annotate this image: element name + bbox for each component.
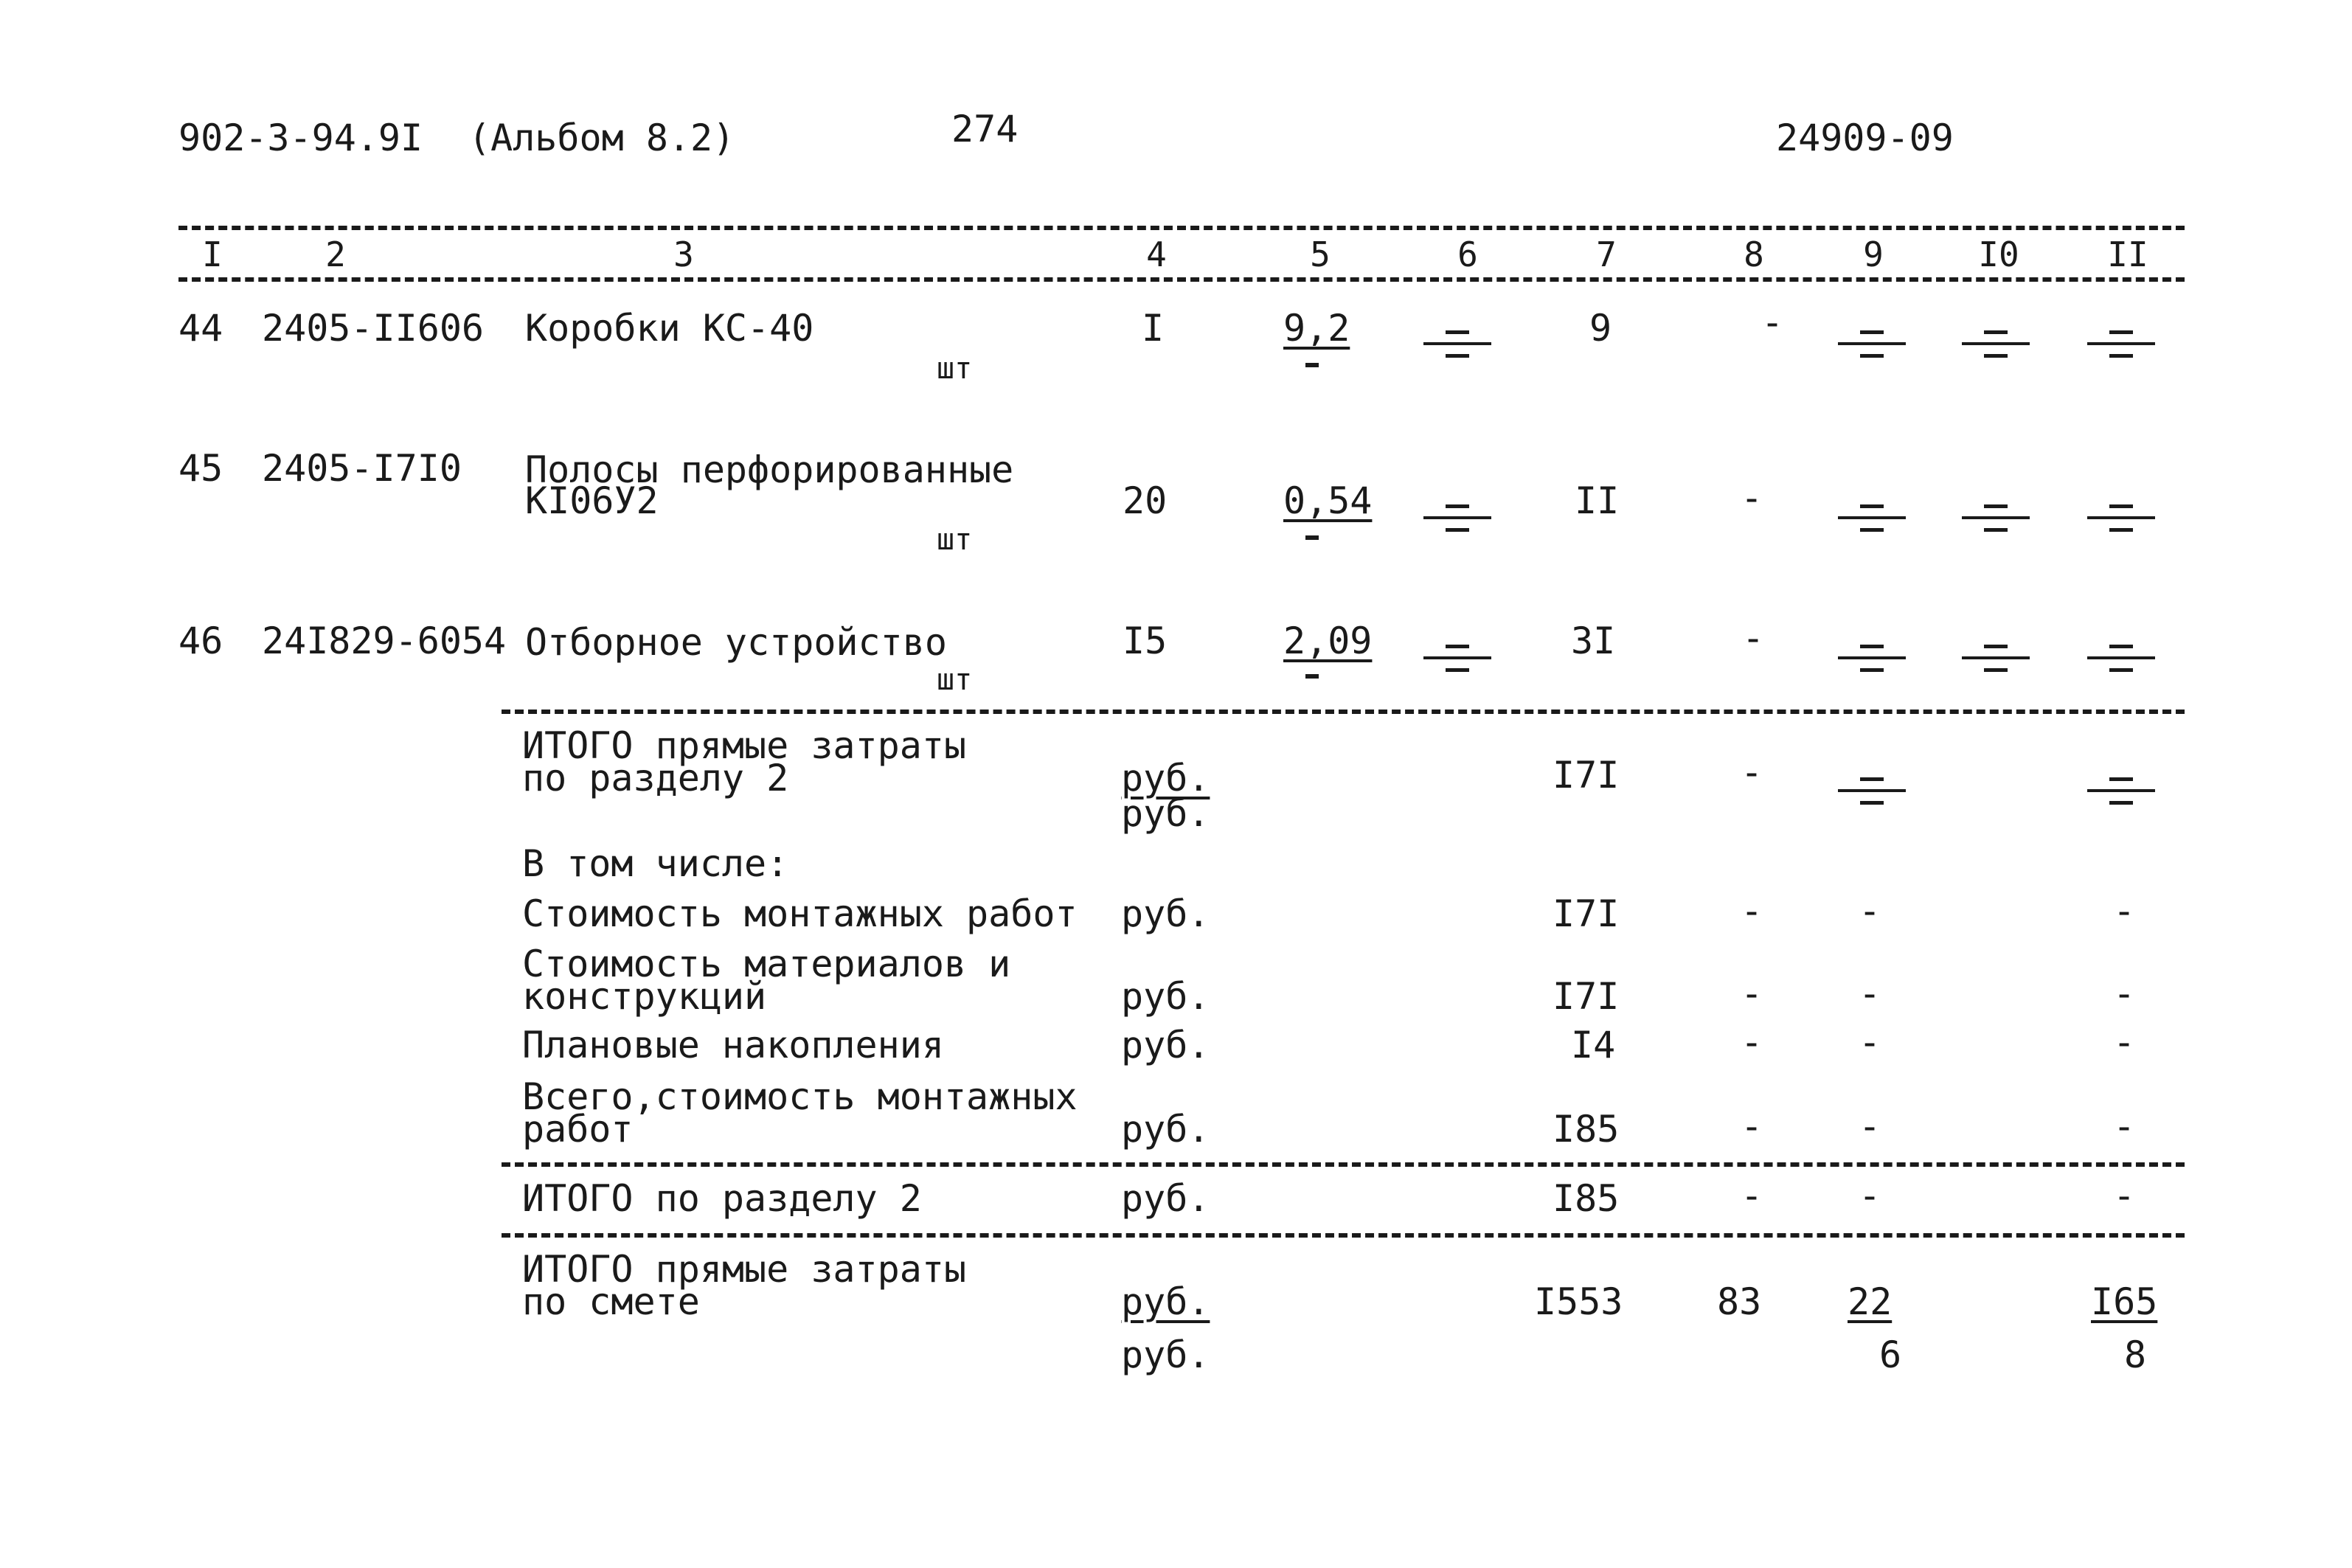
item-col11: - <box>2113 889 2136 932</box>
summary-label-line-2: по разделу 2 <box>522 757 789 799</box>
fraction-dash-9 <box>1838 639 1906 680</box>
section-rule <box>502 710 2185 714</box>
row-price: 2,09 <box>1283 620 1373 662</box>
col-header-6: 6 <box>1457 235 1478 274</box>
item-col11: - <box>2113 972 2136 1015</box>
item-total: I7I <box>1553 975 1620 1018</box>
section-total-value: I85 <box>1553 1177 1620 1220</box>
fraction-dash-10 <box>1962 499 2030 540</box>
price-denominator-dash <box>1305 674 1319 679</box>
estimate-col8: 83 <box>1717 1280 1762 1323</box>
item-col8: - <box>1741 1021 1763 1064</box>
row-total: 9 <box>1589 307 1612 350</box>
row-name: Отборное устройство <box>525 621 947 664</box>
item-label-line-2: работ <box>522 1108 634 1151</box>
item-total: I85 <box>1553 1108 1620 1151</box>
item-col9: - <box>1859 1105 1881 1148</box>
item-col9: - <box>1859 972 1881 1015</box>
item-col9: - <box>1859 889 1881 932</box>
row-code: 2405-I7I0 <box>262 447 462 490</box>
col-header-11: II <box>2107 235 2148 274</box>
row-unit: шт <box>937 352 973 386</box>
row-qty: I <box>1142 307 1165 350</box>
row-qty: I5 <box>1123 620 1168 662</box>
row-number: 46 <box>178 620 223 662</box>
row-price: 9,2 <box>1283 307 1350 350</box>
summary-total: I7I <box>1553 754 1620 797</box>
fraction-dash-11 <box>2087 771 2155 813</box>
estimate-total: I553 <box>1534 1280 1623 1323</box>
row-number: 45 <box>178 447 223 490</box>
header-rule-bottom <box>178 277 2185 282</box>
row-col8: - <box>1742 617 1765 659</box>
including-label: В том числе: <box>522 842 789 885</box>
item-col8: - <box>1741 889 1763 932</box>
estimate-unit-bottom: руб. <box>1121 1333 1210 1376</box>
estimate-unit-top: руб. <box>1121 1280 1210 1323</box>
item-total: I7I <box>1553 892 1620 935</box>
row-total: 3I <box>1571 620 1616 662</box>
item-col9: - <box>1859 1021 1881 1064</box>
row-number: 44 <box>178 307 223 350</box>
row-name: Коробки КС-40 <box>525 307 814 350</box>
document-code: 902-3-94.9I <box>178 117 423 159</box>
item-col8: - <box>1741 1105 1763 1148</box>
section-total-rule-top <box>502 1162 2185 1167</box>
row-code: 2405-II606 <box>262 307 485 350</box>
estimate-col11-top: I65 <box>2091 1280 2158 1323</box>
fraction-dash-6 <box>1423 499 1491 540</box>
col-header-3: 3 <box>673 235 694 274</box>
item-unit: руб. <box>1121 1024 1210 1066</box>
fraction-dash-10 <box>1962 325 2030 366</box>
col-header-1: I <box>202 235 223 274</box>
col-header-4: 4 <box>1146 235 1167 274</box>
document-number: 24909-09 <box>1776 117 1954 159</box>
estimate-label-line-1: ИТОГО прямые затраты <box>522 1248 967 1291</box>
price-denominator-dash <box>1305 363 1319 367</box>
fraction-dash-11 <box>2087 325 2155 366</box>
col-header-9: 9 <box>1863 235 1884 274</box>
item-label: Стоимость монтажных работ <box>522 892 1078 935</box>
fraction-dash-9 <box>1838 325 1906 366</box>
row-name-line-1: Полосы перфорированные <box>525 448 1014 491</box>
summary-unit-top: руб. <box>1121 757 1210 799</box>
estimate-col11-bottom: 8 <box>2124 1333 2147 1376</box>
estimate-col9-bottom: 6 <box>1879 1333 1902 1376</box>
fraction-dash-11 <box>2087 639 2155 680</box>
section-total-col11: - <box>2113 1174 2136 1217</box>
fraction-dash-6 <box>1423 639 1491 680</box>
item-unit: руб. <box>1121 975 1210 1018</box>
item-label-line-2: конструкций <box>522 975 767 1018</box>
summary-unit-bottom: руб. <box>1121 792 1210 835</box>
row-total: II <box>1575 479 1620 522</box>
section-total-col8: - <box>1741 1174 1763 1217</box>
estimate-col9-top: 22 <box>1848 1280 1893 1323</box>
row-unit: шт <box>937 663 973 697</box>
summary-label-line-1: ИТОГО прямые затраты <box>522 724 967 767</box>
fraction-dash-9 <box>1838 771 1906 813</box>
row-qty: 20 <box>1123 479 1168 522</box>
item-label-line-1: Стоимость материалов и <box>522 943 1011 985</box>
row-col8: - <box>1761 301 1784 344</box>
fraction-dash-11 <box>2087 499 2155 540</box>
section-total-unit: руб. <box>1121 1177 1210 1220</box>
fraction-dash-6 <box>1423 325 1491 366</box>
row-name-line-2: КI06У2 <box>525 479 659 522</box>
row-unit: шт <box>937 523 973 557</box>
item-label: Плановые накопления <box>522 1024 944 1066</box>
row-price: 0,54 <box>1283 479 1373 522</box>
item-col8: - <box>1741 972 1763 1015</box>
item-unit: руб. <box>1121 892 1210 935</box>
price-denominator-dash <box>1305 535 1319 540</box>
col-header-8: 8 <box>1744 235 1764 274</box>
col-header-10: I0 <box>1978 235 2019 274</box>
item-total: I4 <box>1571 1024 1616 1066</box>
estimate-label-line-2: по смете <box>522 1280 700 1323</box>
item-unit: руб. <box>1121 1108 1210 1151</box>
summary-col8: - <box>1741 751 1763 794</box>
section-total-rule-bottom <box>502 1233 2185 1238</box>
section-total-col9: - <box>1859 1174 1881 1217</box>
col-header-2: 2 <box>325 235 346 274</box>
row-code: 24I829-6054 <box>262 620 507 662</box>
header-rule-top <box>178 226 2185 230</box>
col-header-7: 7 <box>1596 235 1617 274</box>
fraction-dash-9 <box>1838 499 1906 540</box>
page-number: 274 <box>951 108 1019 150</box>
item-col11: - <box>2113 1105 2136 1148</box>
album-label: (Альбом 8.2) <box>468 117 735 159</box>
row-col8: - <box>1741 476 1763 519</box>
col-header-5: 5 <box>1310 235 1331 274</box>
fraction-dash-10 <box>1962 639 2030 680</box>
item-label-line-1: Всего,стоимость монтажных <box>522 1075 1078 1118</box>
item-col11: - <box>2113 1021 2136 1064</box>
section-total-label: ИТОГО по разделу 2 <box>522 1177 922 1220</box>
